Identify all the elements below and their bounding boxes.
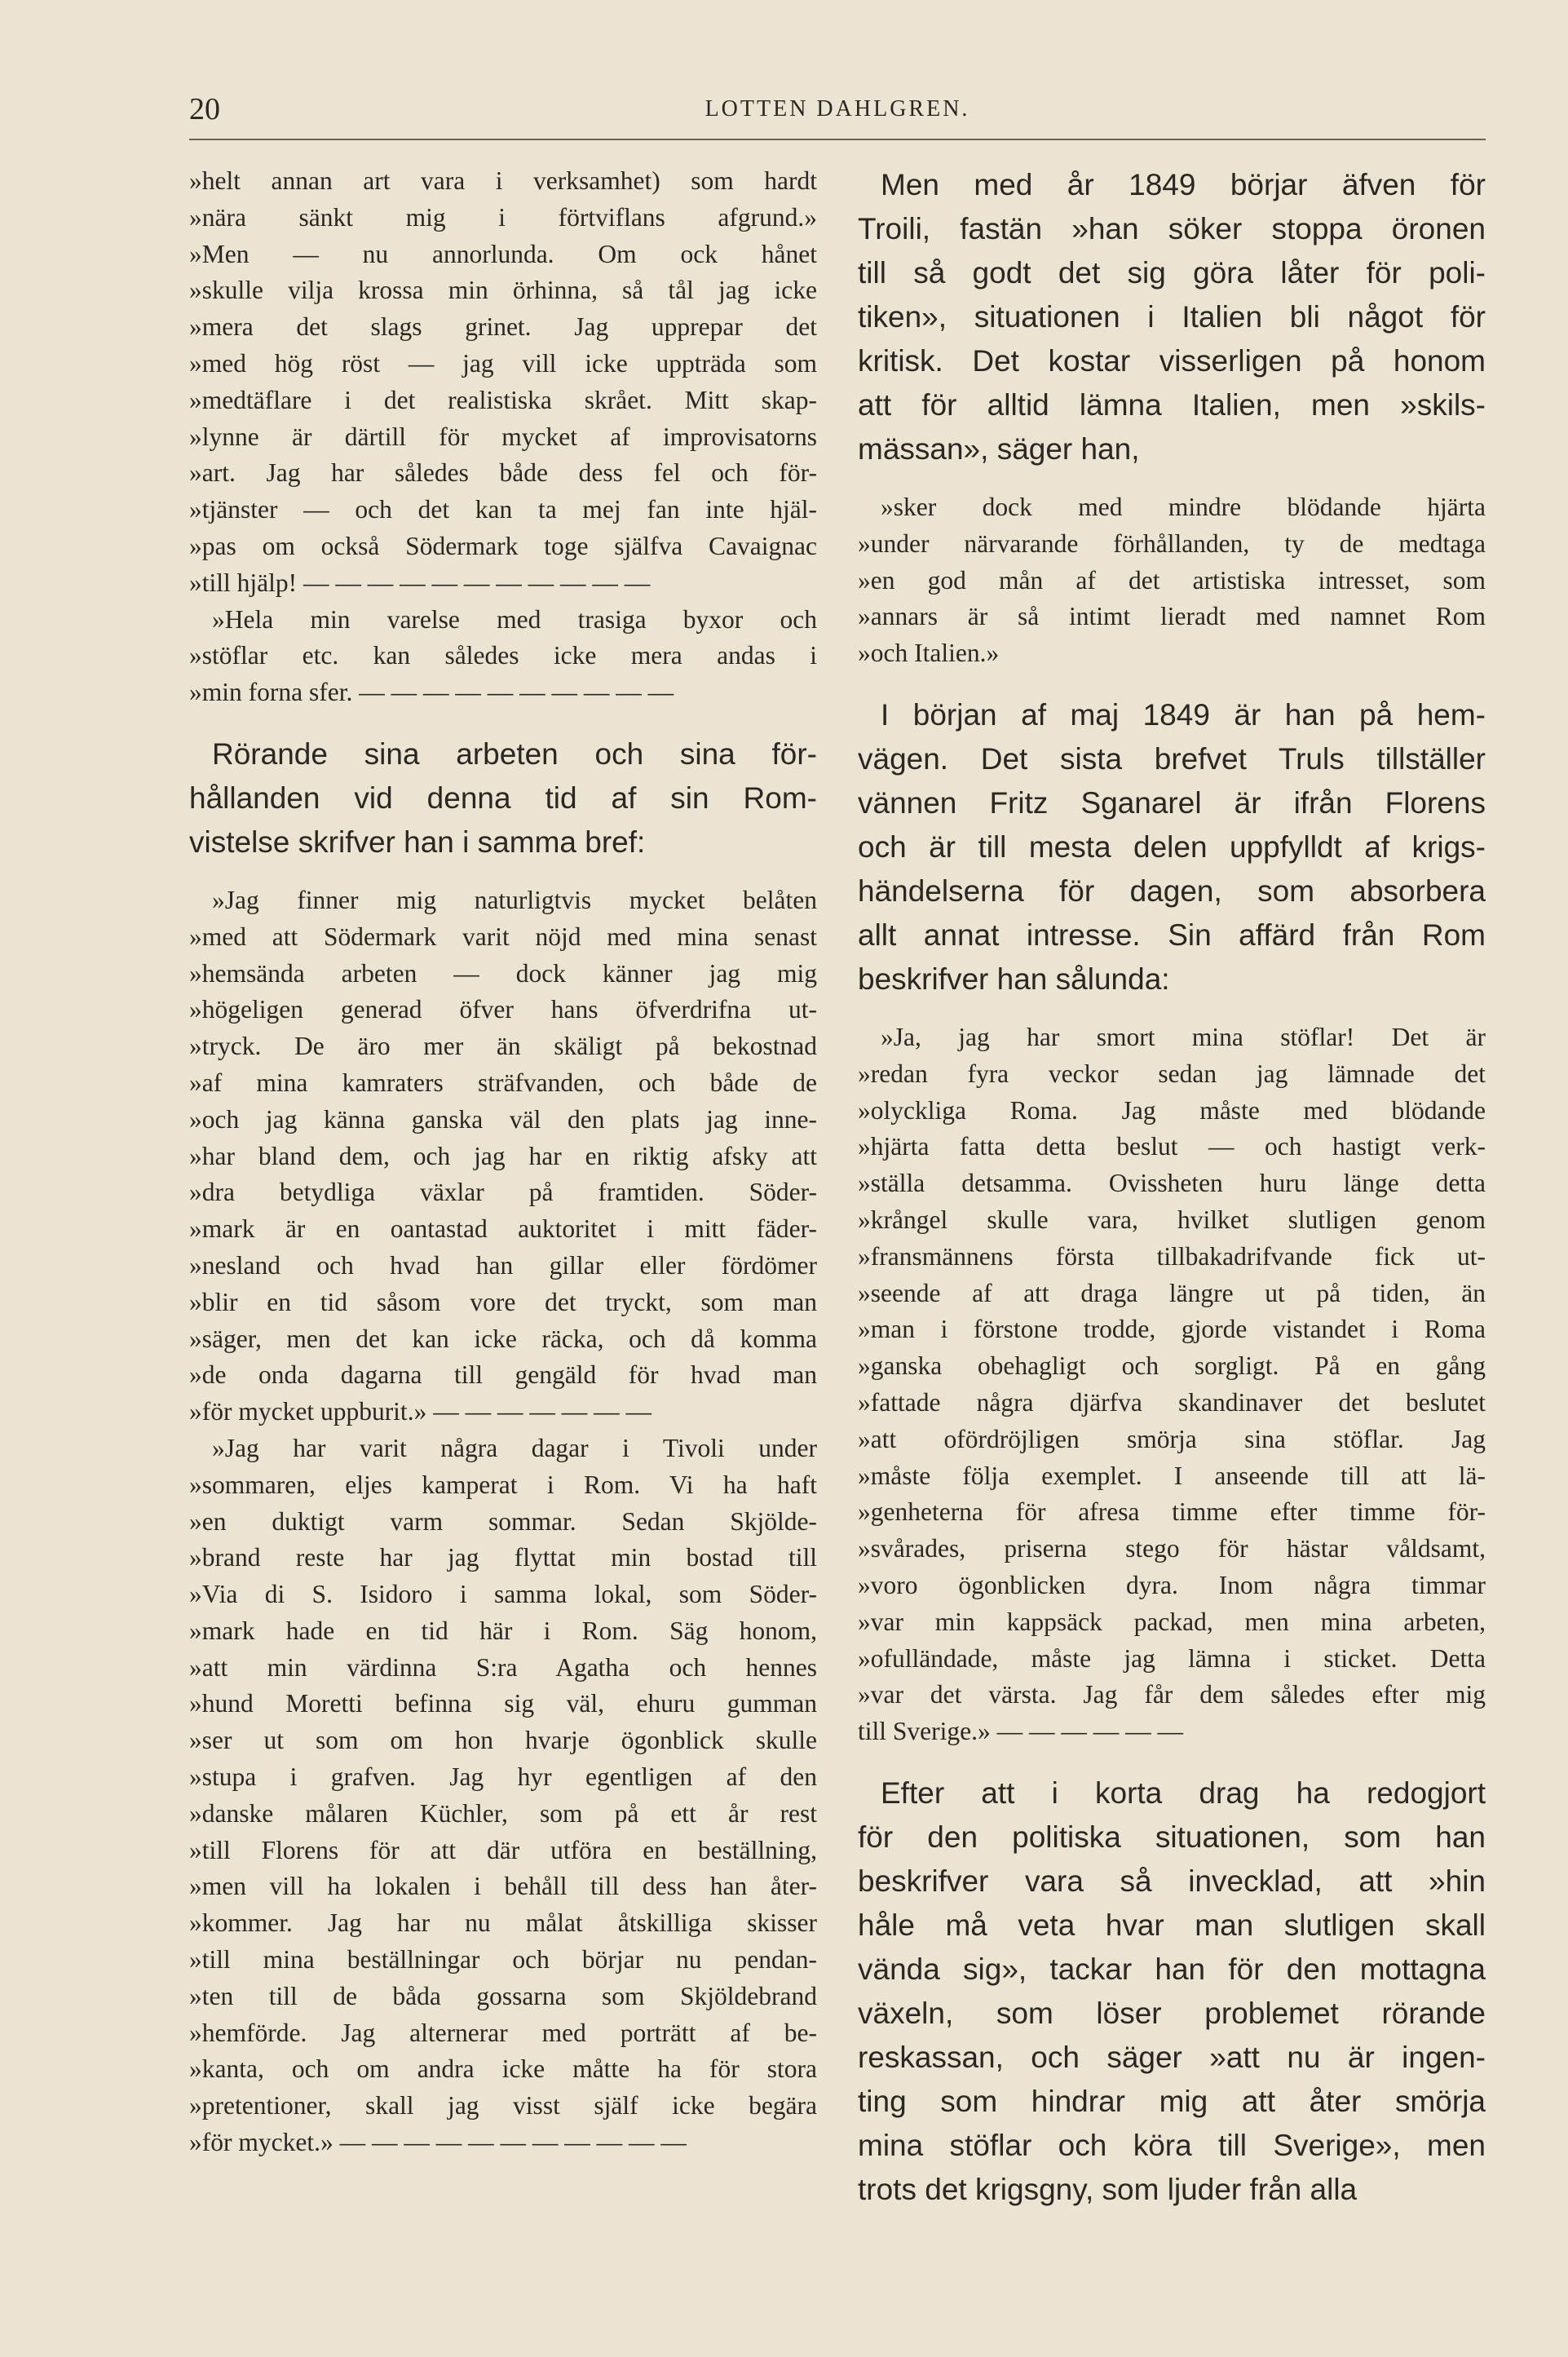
text-line: »pretentioner, skall jag visst själf icke begära: [189, 2091, 817, 2120]
text-line: »med att Södermark varit nöjd med mina senast: [189, 922, 817, 951]
text-line: »och jag känna ganska väl den plats jag inne-: [189, 1104, 817, 1134]
text-line: hållanden vid denna tid af sin Rom-: [189, 781, 817, 815]
text-line: »lynne är därtill för mycket af improvisatorns: [189, 422, 817, 451]
text-line: »säger, men det kan icke räcka, och då komma: [189, 1324, 817, 1353]
text-line: vistelse skrifver han i samma bref:: [189, 825, 646, 859]
text-line: »min forna sfer. — — — — — — — — — —: [189, 678, 674, 707]
text-line: »danske målaren Küchler, som på ett år rest: [189, 1798, 817, 1828]
text-line: »ställa detsamma. Ovissheten huru länge detta: [858, 1169, 1486, 1198]
text-line: växeln, som löser problemet rörande: [858, 1996, 1486, 2030]
text-line: Efter att i korta drag ha redogjort: [881, 1775, 1486, 1810]
prose-paragraph: [858, 1771, 1486, 2212]
text-line: håle må veta hvar man slutligen skall: [858, 1908, 1486, 1942]
text-line: allt annat intresse. Sin affärd från Rom: [858, 918, 1486, 952]
text-line: »stupa i grafven. Jag hyr egentligen af den: [189, 1762, 817, 1792]
text-line: vända sig», tackar han för den mottagna: [858, 1952, 1486, 1986]
page-number: 20: [189, 92, 220, 126]
text-line: »fattade några djärfva skandinaver det beslutet: [858, 1387, 1486, 1417]
left-column: [189, 163, 817, 2182]
text-line: beskrifver han sålunda:: [858, 962, 1170, 996]
text-line: »fransmännens första tillbakadrifvande fick ut-: [858, 1241, 1486, 1271]
text-line: Rörande sina arbeten och sina för-: [212, 736, 817, 771]
text-line: »sker dock med mindre blödande hjärta: [881, 493, 1486, 521]
text-line: mina stöflar och köra till Sverige», men: [858, 2128, 1486, 2162]
letter-quote: [189, 163, 817, 711]
text-line: »hund Moretti befinna sig väl, ehuru gumman: [189, 1689, 817, 1718]
text-line: Troili, fastän »han söker stoppa öronen: [858, 212, 1486, 245]
text-line: »svårades, priserna stego för hästar våldsamt,: [858, 1534, 1486, 1563]
text-line: »blir en tid såsom vore det tryckt, som man: [189, 1287, 817, 1316]
text-line: »mark hade en tid här i Rom. Säg honom,: [189, 1616, 817, 1645]
text-line: »mark är en oantastad auktoritet i mitt fäder-: [189, 1214, 817, 1244]
text-line: tiken», situationen i Italien bli något för: [858, 300, 1486, 334]
text-line: »skulle vilja krossa min örhinna, så tål jag icke: [189, 276, 817, 305]
header-rule: [189, 139, 1486, 140]
text-line: »dra betydliga växlar på framtiden. Söder-: [189, 1178, 817, 1207]
prose-paragraph: [189, 732, 817, 865]
text-line: »pas om också Södermark toge själfva Cavaignac: [189, 531, 817, 560]
page-header: [189, 91, 1486, 132]
text-line: »en god mån af det artistiska intresset, som: [858, 565, 1486, 595]
text-line: »under närvarande förhållanden, ty de medtaga: [858, 528, 1486, 558]
text-line: vännen Fritz Sganarel är ifrån Florens: [858, 785, 1486, 820]
text-line: händelserna för dagen, som absorbera: [858, 873, 1486, 908]
text-line: »hjärta fatta detta beslut — och hastigt verk-: [858, 1132, 1486, 1161]
text-line: »Via di S. Isidoro i samma lokal, som Söder-: [189, 1580, 817, 1609]
text-line: beskrifver vara så invecklad, att »hin: [858, 1864, 1486, 1898]
text-line: »medtäflare i det realistiska skrået. Mitt skap-: [189, 385, 817, 414]
text-line: »Jag har varit några dagar i Tivoli under: [212, 1433, 817, 1462]
text-line: »Hela min varelse med trasiga byxor och: [212, 604, 817, 634]
text-line: »var det värsta. Jag får dem således efter mig: [858, 1680, 1486, 1709]
prose-paragraph: [858, 693, 1486, 1002]
text-line: »art. Jag har således både dess fel och för-: [189, 458, 817, 488]
text-line: reskassan, och säger »att nu är ingen-: [858, 2040, 1486, 2074]
text-line: »en duktigt varm sommar. Sedan Skjölde-: [189, 1506, 817, 1536]
text-line: »för mycket.» — — — — — — — — — — —: [189, 2128, 687, 2157]
text-line: »kommer. Jag har nu målat åtskilliga skisser: [189, 1908, 817, 1938]
text-line: »mera det slags grinet. Jag upprepar det: [189, 312, 817, 342]
text-line: »redan fyra veckor sedan jag lämnade det: [858, 1059, 1486, 1088]
text-line: »ofulländade, måste jag lämna i sticket. Detta: [858, 1643, 1486, 1673]
letter-quote: [189, 882, 817, 2161]
text-line: »genheterna för afresa timme efter timme för-: [858, 1497, 1486, 1527]
text-line: »att min värdinna S:ra Agatha och hennes: [189, 1652, 817, 1682]
text-line: »var min kappsäck packad, men mina arbeten,: [858, 1607, 1486, 1636]
text-line: »kanta, och om andra icke måtte ha för stora: [189, 2054, 817, 2084]
text-line: för den politiska situationen, som han: [858, 1820, 1486, 1854]
text-line: kritisk. Det kostar visserligen på honom: [858, 344, 1486, 378]
text-line: »seende af att draga längre ut på tiden, än: [858, 1278, 1486, 1307]
text-line: »måste följa exemplet. I anseende till att lä-: [858, 1461, 1486, 1490]
text-line: »annars är så intimt lieradt med namnet Rom: [858, 602, 1486, 631]
text-line: »af mina kamraters sträfvanden, och både de: [189, 1068, 817, 1097]
text-line: »krångel skulle vara, hvilket slutligen genom: [858, 1205, 1486, 1234]
text-line: trots det krigsgny, som ljuder från alla: [858, 2172, 1358, 2206]
text-line: »tryck. De äro mer än skäligt på bekostnad: [189, 1032, 817, 1061]
text-line: ting som hindrar mig att åter smörja: [858, 2084, 1486, 2118]
text-line: »de onda dagarna till gengäld för hvad man: [189, 1360, 817, 1390]
text-line: och är till mesta delen uppfylldt af krigs-: [858, 829, 1486, 864]
text-line: »olyckliga Roma. Jag måste med blödande: [858, 1095, 1486, 1125]
letter-quote: [858, 489, 1486, 672]
text-line: »nära sänkt mig i förtviflans afgrund.»: [189, 202, 817, 232]
text-line: till Sverige.» — — — — — —: [858, 1717, 1183, 1746]
text-line: »nesland och hvad han gillar eller fördömer: [189, 1250, 817, 1280]
text-line: »ser ut som om hon hvarje ögonblick skulle: [189, 1726, 817, 1755]
prose-paragraph: [858, 163, 1486, 471]
text-line: »Jag finner mig naturligtvis mycket belåten: [212, 885, 817, 914]
text-line: »med hög röst — jag vill icke uppträda som: [189, 348, 817, 378]
text-line: »men vill ha lokalen i behåll till dess han åter-: [189, 1872, 817, 1901]
text-line: »ten till de båda gossarna som Skjöldebrand: [189, 1981, 817, 2010]
text-line: till så godt det sig göra låter för poli-: [858, 256, 1486, 290]
text-line: »till hjälp! — — — — — — — — — — —: [189, 568, 651, 597]
text-line: »stöflar etc. kan således icke mera andas i: [189, 641, 817, 670]
text-line: »sommaren, eljes kamperat i Rom. Vi ha haft: [189, 1470, 817, 1499]
text-line: »Ja, jag har smort mina stöflar! Det är: [881, 1022, 1486, 1051]
text-line: »ganska obehagligt och sorgligt. På en gång: [858, 1351, 1486, 1381]
letter-quote: [858, 1019, 1486, 1750]
text-line: »till Florens för att där utföra en beställning,: [189, 1835, 817, 1864]
text-line: att för alltid lämna Italien, men »skils-: [858, 388, 1486, 422]
right-column: [858, 163, 1486, 2230]
text-line: »hemförde. Jag alternerar med porträtt af be-: [189, 2018, 817, 2047]
text-line: »voro ögonblicken dyra. Inom några timmar: [858, 1570, 1486, 1599]
running-title: LOTTEN DAHLGREN.: [704, 96, 970, 122]
text-line: mässan», säger han,: [858, 432, 1140, 466]
text-line: »tjänster — och det kan ta mej fan inte hjäl-: [189, 495, 817, 524]
text-line: »högeligen generad öfver hans öfverdrifna ut-: [189, 995, 817, 1024]
text-line: »man i förstone trodde, gjorde vistandet i Roma: [858, 1315, 1486, 1344]
text-line: »har bland dem, och jag har en riktig afsky att: [189, 1141, 817, 1170]
text-line: »helt annan art vara i verksamhet) som hardt: [189, 166, 817, 195]
text-line: Men med år 1849 börjar äfven för: [881, 168, 1486, 201]
text-line: I början af maj 1849 är han på hem-: [881, 697, 1486, 732]
text-line: »att ofördröjligen smörja sina stöflar. Jag: [858, 1424, 1486, 1453]
text-line: »Men — nu annorlunda. Om ock hånet: [189, 239, 817, 268]
text-line: »för mycket uppburit.» — — — — — — —: [189, 1397, 651, 1426]
text-line: »och Italien.»: [858, 639, 1000, 668]
text-line: vägen. Det sista brefvet Truls tillställer: [858, 741, 1486, 776]
text-line: »hemsända arbeten — dock känner jag mig: [189, 958, 817, 988]
text-line: »brand reste har jag flyttat min bostad till: [189, 1543, 817, 1572]
text-line: »till mina beställningar och börjar nu pendan-: [189, 1945, 817, 1974]
